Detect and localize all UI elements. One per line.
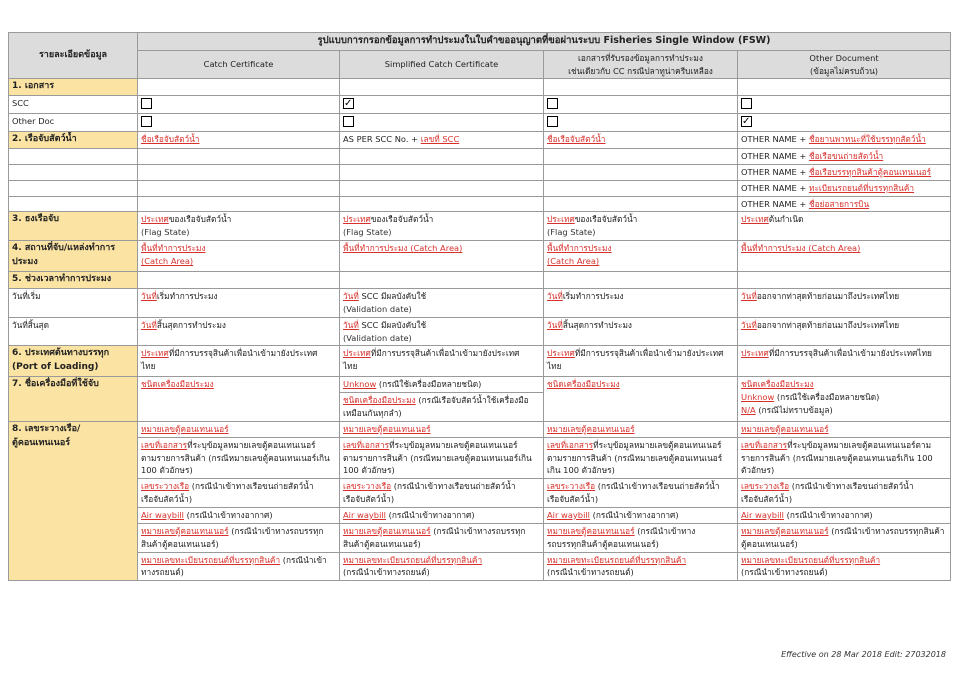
other-doc-label: Other Doc [9, 114, 138, 132]
loading-text-2: ไทย [141, 361, 156, 372]
doc-number-text: ที่ระบุข้อมูลหมายเลขตู้คอนเทนเนอร์ [187, 439, 316, 450]
plate-text-2: (กรณีนำเข้าทางรถยนต์) [741, 567, 828, 578]
hold-text-2: เรือจับสัตว์น้ำ) [141, 494, 193, 505]
country-field: ประเทศ [547, 348, 575, 359]
hold-text: (กรณีนำเข้าทางเรือขนถ่ายสัตว์น้ำ [595, 481, 720, 492]
air-waybill-text: (กรณีนำเข้าทางอากาศ) [184, 510, 273, 521]
catch-area-field: พื้นที่ทำการประมง [547, 243, 612, 254]
plate-text-2: (กรณีนำเข้าทางรถยนต์) [547, 567, 634, 578]
gear-type-field: ชนิดเครื่องมือประมง [141, 379, 214, 390]
end-text: สิ้นสุดการทำประมง [562, 319, 632, 330]
loading-text: ที่มีการบรรจุสินค้าเพื่อนำเข้ามายังประเทศ [168, 348, 318, 359]
doc-number-text-3: เกิน 100 ตัวอักษร) [547, 465, 615, 476]
plate-number-field: หมายเลขทะเบียนรถยนต์ที่บรรทุกสินค้า [547, 554, 687, 565]
container-text: (กรณีนำเข้าทางรถบรรทุก [430, 525, 526, 536]
fsw-form-table [8, 32, 951, 581]
loading-text: ที่มีการบรรจุสินค้าเพื่อนำเข้ามายังประเทศไทย [768, 348, 932, 359]
gear-type-field: ชนิดเครื่องมือประมง [741, 379, 814, 390]
validation-date-sub: (Validation date) [343, 332, 412, 343]
checkbox[interactable] [741, 98, 752, 109]
section-5-title: 5. ช่วงเวลาทำการประมง [9, 272, 138, 289]
flag-state-sub: (Flag State) [343, 227, 392, 238]
date-field: วันที่ [141, 319, 157, 330]
container-number-field: หมายเลขตู้คอนเทนเนอร์ [141, 525, 229, 536]
hold-text: (กรณีนำเข้าทางเรือขนถ่ายสัตว์น้ำ [789, 481, 914, 492]
container-text-2: ตู้คอนเทนเนอร์) [741, 538, 798, 549]
container-number-field: หมายเลขตู้คอนเทนเนอร์ [343, 525, 431, 536]
container-text-2: รถบรรทุกสินค้าตู้คอนเทนเนอร์) [547, 538, 659, 549]
air-waybill-text: (กรณีนำเข้าทางอากาศ) [590, 510, 679, 521]
section-7-title: 7. ชื่อเครื่องมือที่ใช้จับ [9, 377, 138, 422]
unknown-text: (กรณีใช้เครื่องมือหลายชนิด) [774, 392, 880, 403]
catch-area-field: พื้นที่ทำการประมง (Catch Area) [741, 243, 861, 254]
other-name-field: ชื่อเรือบรรทุกสินค้าตู้คอนเทนเนอร์ [809, 166, 932, 177]
catch-area-sub: (Catch Area) [547, 256, 600, 267]
checkbox[interactable] [741, 116, 752, 127]
container-number-field: หมายเลขตู้คอนเทนเนอร์ [741, 525, 829, 536]
section-8-title [9, 421, 138, 580]
section-2-title: 2. เรือจับสัตว์น้ำ [9, 132, 138, 149]
col-header-other-document [738, 50, 951, 79]
country-field: ประเทศ [141, 348, 169, 359]
other-name-prefix: OTHER NAME + [741, 166, 809, 177]
doc-number-field: เลขที่เอกสาร [741, 439, 788, 450]
doc-number-text-3: ตัวอักษร) [741, 465, 775, 476]
section-6-line1: 6. ประเทศต้นทางบรรทุก [12, 348, 110, 359]
section-8-line1: 8. เลขระวางเรือ/ [12, 423, 81, 434]
scc-valid-text: SCC มีผลบังคับใช้ [358, 319, 427, 330]
col3-line1: เอกสารที่รับรองข้อมูลการทำประมง [578, 52, 703, 63]
doc-number-text-3: 100 ตัวอักษร) [343, 465, 395, 476]
validation-date-sub: (Validation date) [343, 303, 412, 314]
table-row [9, 317, 951, 346]
country-field: ประเทศ [547, 214, 575, 225]
checkbox[interactable] [141, 98, 152, 109]
gear-text: (กรณีเรือจับสัตว์น้ำใช้เครื่องมือ [415, 395, 529, 406]
scc-label: SCC [9, 96, 138, 114]
flag-state-text: ของเรือจับสัตว์น้ำ [168, 214, 232, 225]
end-text: สิ้นสุดการทำประมง [156, 319, 226, 330]
container-number-field: หมายเลขตู้คอนเทนเนอร์ [741, 423, 829, 434]
flag-state-text: ของเรือจับสัตว์น้ำ [574, 214, 638, 225]
unknown-field: Unknow [741, 392, 775, 403]
other-name-field: ทะเบียนรถยนต์ที่บรรทุกสินค้า [809, 182, 915, 193]
section-4-title: 4. สถานที่จับ/แหล่งทำการประมง [9, 241, 138, 272]
doc-number-text-3: 100 ตัวอักษร) [141, 465, 193, 476]
origin-text: ต้นกำเนิด [768, 214, 804, 225]
hold-text: (กรณีนำเข้าทางเรือขนถ่ายสัตว์น้ำ [189, 481, 314, 492]
flag-state-sub: (Flag State) [547, 227, 596, 238]
hold-number-field: เลขระวางเรือ [343, 481, 392, 492]
flag-state-sub: (Flag State) [141, 227, 190, 238]
container-number-field: หมายเลขตู้คอนเทนเนอร์ [141, 423, 229, 434]
doc-number-text: ที่ระบุข้อมูลหมายเลขตู้คอนเทนเนอร์ตาม [787, 439, 932, 450]
gear-type-field: ชนิดเครื่องมือประมง [343, 395, 416, 406]
col4-line1: Other Document [809, 52, 879, 63]
date-field: วันที่ [741, 319, 757, 330]
checkbox[interactable] [547, 116, 558, 127]
doc-number-field: เลขที่เอกสาร [141, 439, 188, 450]
doc-number-text-2: รายการสินค้า (กรณีหมายเลขตู้คอนเทนเนอร์เกิน 100 [741, 452, 933, 463]
section-6-title [9, 346, 138, 377]
plate-number-field: หมายเลขทะเบียนรถยนต์ที่บรรทุกสินค้า [343, 554, 483, 565]
container-text: (กรณีนำเข้าทางรถบรรทุกสินค้า [828, 525, 945, 536]
air-waybill-field: Air waybill [141, 510, 184, 521]
checkbox[interactable] [343, 98, 354, 109]
air-waybill-field: Air waybill [741, 510, 784, 521]
other-name-prefix: OTHER NAME + [741, 134, 809, 145]
scc-number-field: เลขที่ SCC [420, 134, 460, 145]
date-field: วันที่ [547, 319, 563, 330]
section-3-title: 3. ธงเรือจับ [9, 212, 138, 241]
as-per-scc: AS PER SCC No. + [343, 134, 421, 145]
country-field: ประเทศ [141, 214, 169, 225]
other-name-prefix: OTHER NAME + [741, 182, 809, 193]
plate-number-field: หมายเลขทะเบียนรถยนต์ที่บรรทุกสินค้า [141, 554, 281, 565]
container-text-2: สินค้าตู้คอนเทนเนอร์) [343, 538, 421, 549]
air-waybill-text: (กรณีนำเข้าทางอากาศ) [784, 510, 873, 521]
container-number-field: หมายเลขตู้คอนเทนเนอร์ [343, 423, 431, 434]
col3-line2: เช่นเดียวกับ CC กรณีปลาทูน่าครีบเหลือง [568, 65, 713, 76]
hold-number-field: เลขระวางเรือ [741, 481, 790, 492]
doc-number-text: ที่ระบุข้อมูลหมายเลขตู้คอนเทนเนอร์ [389, 439, 518, 450]
na-text: (กรณีไม่ทราบข้อมูล) [755, 405, 833, 416]
date-field: วันที่ [343, 291, 359, 301]
doc-number-text-2: ตามรายการสินค้า (กรณีหมายเลขตู้คอนเทนเนอร์เกิน [343, 452, 532, 463]
start-text: เริ่มทำการประมง [156, 291, 218, 301]
table-main-title: รูปแบบการกรอกข้อมูลการทำประมงในใบคำขออนุญาตที่ขอผ่านระบบ Fisheries Single Window (FSW) [138, 33, 951, 51]
gear-text-2: เหมือนกันทุกลำ) [343, 408, 402, 419]
other-name-field: ชื่อยานพาหนะที่ใช้บรรทุกสัตว์น้ำ [809, 134, 926, 145]
container-number-field: หมายเลขตู้คอนเทนเนอร์ [547, 525, 635, 536]
date-field: วันที่ [343, 319, 359, 330]
effective-date-footer: Effective on 28 Mar 2018 Edit: 27032018 [781, 650, 946, 659]
departure-text: ออกจากท่าสุดท้ายก่อนมาถึงประเทศไทย [756, 319, 900, 330]
container-number-field: หมายเลขตู้คอนเทนเนอร์ [547, 423, 635, 434]
hold-number-field: เลขระวางเรือ [141, 481, 190, 492]
plate-text-2: ทางรถยนต์) [141, 567, 184, 578]
section-1-title: 1. เอกสาร [9, 79, 138, 96]
loading-text-2: ไทย [343, 361, 358, 372]
section-6-line2: (Port of Loading) [12, 362, 99, 373]
corner-header: รายละเอียดข้อมูล [9, 33, 138, 79]
other-name-field: ชื่อเรือขนถ่ายสัตว์น้ำ [809, 151, 884, 162]
unknown-field: Unknow [343, 379, 377, 390]
vessel-name-field: ชื่อเรือจับสัตว์น้ำ [141, 134, 200, 145]
plate-text: (กรณีนำเข้า [280, 554, 327, 565]
departure-text: ออกจากท่าสุดท้ายก่อนมาถึงประเทศไทย [756, 291, 900, 301]
hold-text-2: เรือจับสัตว์น้ำ) [547, 494, 599, 505]
container-text: (กรณีนำเข้าทางรถบรรทุก [228, 525, 324, 536]
start-text: เริ่มทำการประมง [562, 291, 624, 301]
country-field: ประเทศ [343, 348, 371, 359]
checkbox[interactable] [343, 116, 354, 127]
air-waybill-text: (กรณีนำเข้าทางอากาศ) [386, 510, 475, 521]
unknown-text: (กรณีใช้เครื่องมือหลายชนิด) [376, 379, 482, 390]
doc-number-field: เลขที่เอกสาร [343, 439, 390, 450]
vessel-name-field: ชื่อเรือจับสัตว์น้ำ [547, 134, 606, 145]
country-field: ประเทศ [741, 214, 769, 225]
air-waybill-field: Air waybill [547, 510, 590, 521]
hold-number-field: เลขระวางเรือ [547, 481, 596, 492]
catch-area-field: พื้นที่ทำการประมง [141, 243, 206, 254]
doc-number-text-2: ตามรายการสินค้า (กรณีหมายเลขตู้คอนเทนเนอร์เกิน [141, 452, 330, 463]
hold-text: (กรณีนำเข้าทางเรือขนถ่ายสัตว์น้ำ [391, 481, 516, 492]
air-waybill-field: Air waybill [343, 510, 386, 521]
date-field: วันที่ [141, 291, 157, 301]
checkbox[interactable] [547, 98, 558, 109]
table-row [9, 96, 951, 114]
doc-number-text: ที่ระบุข้อมูลหมายเลขตู้คอนเทนเนอร์ [593, 439, 722, 450]
table-row [9, 114, 951, 132]
catch-area-sub: (Catch Area) [141, 256, 194, 267]
other-name-prefix: OTHER NAME + [741, 151, 809, 162]
doc-number-field: เลขที่เอกสาร [547, 439, 594, 450]
hold-text-2: เรือจับสัตว์น้ำ) [741, 494, 793, 505]
other-name-prefix: OTHER NAME + [741, 198, 809, 209]
end-date-label: วันที่สิ้นสุด [9, 317, 138, 346]
start-date-label: วันที่เริ่ม [9, 289, 138, 318]
container-text-2: สินค้าตู้คอนเทนเนอร์) [141, 538, 219, 549]
doc-number-text-2: ตามรายการสินค้า (กรณีหมายเลขตู้คอนเทนเนอร์ [547, 452, 723, 463]
hold-text-2: เรือจับสัตว์น้ำ) [343, 494, 395, 505]
na-field: N/A [741, 405, 756, 416]
country-field: ประเทศ [741, 348, 769, 359]
container-text: (กรณีนำเข้าทาง [634, 525, 696, 536]
table-row [9, 289, 951, 318]
col-header-tuna-doc [544, 50, 738, 79]
loading-text-2: ไทย [547, 361, 562, 372]
loading-text: ที่มีการบรรจุสินค้าเพื่อนำเข้ามายังประเทศ [574, 348, 724, 359]
col4-line2: (ข้อมูลไม่ครบถ้วน) [810, 65, 878, 76]
plate-number-field: หมายเลขทะเบียนรถยนต์ที่บรรทุกสินค้า [741, 554, 881, 565]
other-name-field: ชื่อย่อสายการบิน [809, 198, 870, 209]
gear-type-field: ชนิดเครื่องมือประมง [547, 379, 620, 390]
loading-text: ที่มีการบรรจุสินค้าเพื่อนำเข้ามายังประเทศ [370, 348, 520, 359]
plate-text-2: (กรณีนำเข้าทางรถยนต์) [343, 567, 430, 578]
flag-state-text: ของเรือจับสัตว์น้ำ [370, 214, 434, 225]
checkbox[interactable] [141, 116, 152, 127]
col-header-catch-certificate: Catch Certificate [138, 50, 340, 79]
col-header-simplified-cc: Simplified Catch Certificate [340, 50, 544, 79]
date-field: วันที่ [741, 291, 757, 301]
date-field: วันที่ [547, 291, 563, 301]
catch-area-field: พื้นที่ทำการประมง (Catch Area) [343, 243, 463, 254]
section-8-line2: ตู้คอนเทนเนอร์ [12, 437, 71, 448]
scc-valid-text: SCC มีผลบังคับใช้ [358, 291, 427, 301]
country-field: ประเทศ [343, 214, 371, 225]
